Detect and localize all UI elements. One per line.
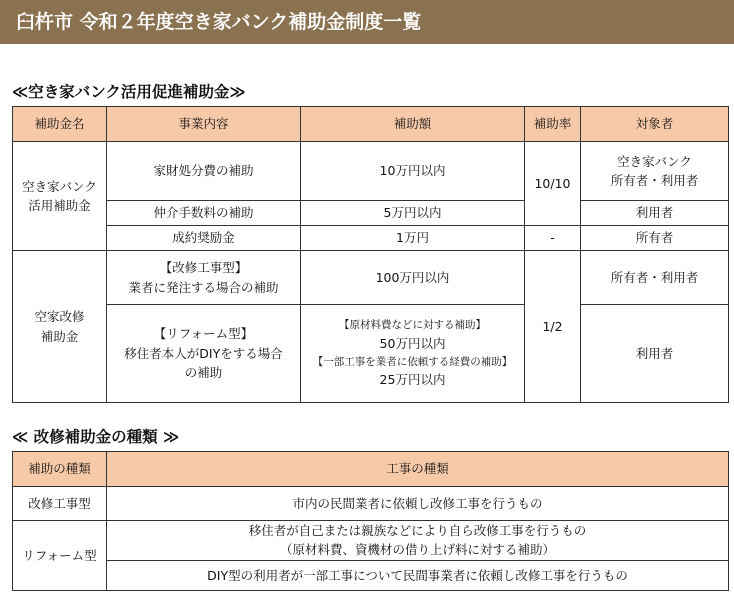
desc-text: 移住者が自己または親族などにより自ら改修工事を行うもの [248, 523, 587, 538]
target-cell: 所有者・利用者 [581, 251, 729, 305]
desc-text: （原材料費、資機材の借り上げ料に対する補助） [279, 542, 555, 558]
content-text: 【改修工事型】 [159, 260, 248, 276]
amount-value: 25万円以内 [379, 372, 446, 388]
table-row [13, 142, 729, 201]
amount-cell: 10万円以内 [301, 142, 525, 201]
target-text: 空き家バンク [617, 153, 692, 169]
subsidy-name: 補助金 [40, 328, 79, 344]
section-heading-types: ≪ 改修補助金の種類 ≫ [12, 428, 180, 446]
content-text: 移住者本人がDIYをする場合 [124, 345, 283, 361]
content-text: の補助 [184, 365, 223, 381]
target-cell: 利用者 [581, 305, 729, 403]
rate-cell: - [525, 226, 581, 251]
rate-cell: 1/2 [525, 251, 581, 403]
content-cell [107, 305, 301, 403]
subsidy-name: 空家改修 [34, 309, 85, 325]
content-text: 【リフォーム型】 [153, 326, 254, 342]
header-cell: 事業内容 [107, 107, 301, 142]
table-row [13, 305, 729, 403]
table-row [13, 560, 729, 590]
content-cell: 家財処分費の補助 [107, 142, 301, 201]
amount-cell [301, 305, 525, 403]
amount-value: 50万円以内 [379, 336, 446, 352]
amount-note: 【原材料費などに対する補助】 [339, 319, 486, 332]
header-cell: 補助の種類 [13, 452, 107, 487]
header-cell: 工事の種類 [107, 452, 729, 487]
table-row [13, 521, 729, 561]
desc-cell: DIY型の利用者が一部工事について民間事業者に依頼し改修工事を行うもの [107, 560, 729, 590]
header-cell: 補助額 [301, 107, 525, 142]
desc-cell: 市内の民間業者に依頼し改修工事を行うもの [107, 487, 729, 521]
table-row [13, 201, 729, 226]
content-text: 業者に発注する場合の補助 [128, 279, 279, 295]
content-cell: 成約奨励金 [107, 226, 301, 251]
target-text: 所有者・利用者 [610, 173, 699, 188]
page-title: 臼杵市 令和２年度空き家バンク補助金制度一覧 [0, 0, 734, 44]
section-heading-subsidy: ≪空き家バンク活用促進補助金≫ [12, 83, 246, 101]
table-row [13, 487, 729, 521]
renovation-type-table [12, 451, 729, 591]
content-cell: 仲介手数料の補助 [107, 201, 301, 226]
subsidy-table [12, 106, 729, 403]
amount-cell: 1万円 [301, 226, 525, 251]
table-row [13, 226, 729, 251]
target-cell: 利用者 [581, 201, 729, 226]
type-cell: リフォーム型 [13, 521, 107, 591]
table-row [13, 251, 729, 305]
header-cell: 補助金名 [13, 107, 107, 142]
target-cell [581, 142, 729, 201]
type-cell: 改修工事型 [13, 487, 107, 521]
amount-cell: 100万円以内 [301, 251, 525, 305]
subsidy-name: 活用補助金 [28, 198, 91, 213]
subsidy-name-cell [13, 142, 107, 251]
subsidy-name: 空き家バンク [22, 178, 97, 194]
desc-cell [107, 521, 729, 561]
amount-note: 【一部工事を業者に依頼する経費の補助】 [312, 355, 513, 368]
subsidy-name-cell [13, 251, 107, 403]
header-cell: 補助率 [525, 107, 581, 142]
table-header-row [13, 452, 729, 487]
target-cell: 所有者 [581, 226, 729, 251]
table-header-row [13, 107, 729, 142]
rate-cell: 10/10 [525, 142, 581, 226]
content-cell [107, 251, 301, 305]
header-cell: 対象者 [581, 107, 729, 142]
amount-cell: 5万円以内 [301, 201, 525, 226]
